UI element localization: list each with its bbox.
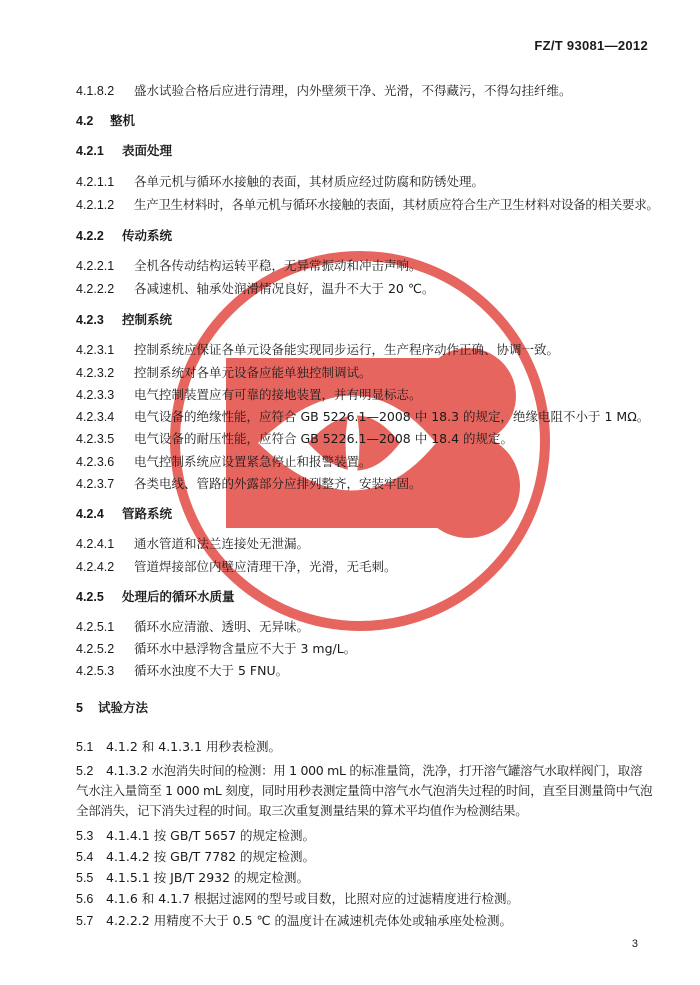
clause-4-2-4-2: 4.2.4.2 管道焊接部位内壁应清理干净，光滑，无毛刺。 — [76, 559, 397, 574]
clause-4-2-3-3: 4.2.3.3 电气控制装置应有可靠的接地装置，并有明显标志。 — [76, 387, 422, 402]
clause-5-7: 5.7 4.2.2.2 用精度不大于 0.5 ℃ 的温度计在减速机壳体处或轴承座处检测。 — [76, 913, 513, 928]
section-4-2-1: 4.2.1 表面处理 — [76, 143, 173, 158]
section-4-2-2: 4.2.2 传动系统 — [76, 228, 173, 243]
section-5: 5 试验方法 — [76, 700, 149, 715]
clause-4-2-1-1: 4.2.1.1 各单元机与循环水接触的表面，其材质应经过防腐和防锈处理。 — [76, 174, 485, 189]
section-4-2-4: 4.2.4 管路系统 — [76, 506, 173, 521]
standard-code: FZ/T 93081—2012 — [534, 38, 648, 53]
page-number: 3 — [631, 938, 638, 950]
clause-4-2-3-4: 4.2.3.4 电气设备的绝缘性能，应符合 GB 5226.1—2008 中 18.3 的规定，绝缘电阻不小于 1 MΩ。 — [76, 409, 650, 424]
clause-4-2-3-6: 4.2.3.6 电气控制系统应设置紧急停止和报警装置。 — [76, 454, 372, 469]
clause-4-2-2-2: 4.2.2.2 各减速机、轴承处润滑情况良好，温升不大于 20 ℃。 — [76, 281, 435, 296]
clause-5-1: 5.1 4.1.2 和 4.1.3.1 用秒表检测。 — [76, 739, 281, 754]
clause-4-2-2-1: 4.2.2.1 全机各传动结构运转平稳，无异常振动和冲击声响。 — [76, 258, 422, 273]
section-4-2-3: 4.2.3 控制系统 — [76, 312, 173, 327]
clause-4-2-3-1: 4.2.3.1 控制系统应保证各单元设备能实现同步运行，生产程序动作正确、协调一致。 — [76, 342, 560, 357]
clause-5-3: 5.3 4.1.4.1 按 GB/T 5657 的规定检测。 — [76, 828, 316, 843]
clause-5-5: 5.5 4.1.5.1 按 JB/T 2932 的规定检测。 — [76, 870, 310, 885]
clause-5-2: 5.2 4.1.3.2 水泡消失时间的检测：用 1 000 mL 的标准量筒，洗净，打开溶气罐溶气水取样阀门，取溶气水注入量筒至 1 000 mL 刻度，同时用秒表测定量筒中溶气水气泡消失过程的时间，直至目测量筒中气泡全部消失，记下消失过程的时间。取三次重复测量结果的算术平均值作为检测结果。 — [76, 763, 653, 818]
section-4-2: 4.2 整机 — [76, 113, 136, 128]
clause-4-2-1-2: 4.2.1.2 生产卫生材料时，各单元机与循环水接触的表面，其材质应符合生产卫生材料对设备的相关要求。 — [76, 197, 659, 212]
clause-5-6: 5.6 4.1.6 和 4.1.7 根据过滤网的型号或目数，比照对应的过滤精度进行检测。 — [76, 891, 520, 906]
clause-4-2-5-2: 4.2.5.2 循环水中悬浮物含量应不大于 3 mg/L。 — [76, 641, 357, 656]
clause-4-2-5-1: 4.2.5.1 循环水应清澈、透明、无异味。 — [76, 619, 310, 634]
clause-4-1-8-2: 4.1.8.2 盛水试验合格后应进行清理，内外壁须干净、光滑，不得藏污，不得勾挂纤维。 — [76, 83, 572, 98]
clause-5-4: 5.4 4.1.4.2 按 GB/T 7782 的规定检测。 — [76, 849, 316, 864]
clause-4-2-3-7: 4.2.3.7 各类电线、管路的外露部分应排列整齐，安装牢固。 — [76, 476, 422, 491]
clause-4-2-5-3: 4.2.5.3 循环水浊度不大于 5 FNU。 — [76, 663, 289, 678]
clause-4-2-4-1: 4.2.4.1 通水管道和法兰连接处无泄漏。 — [76, 536, 310, 551]
clause-4-2-3-2: 4.2.3.2 控制系统对各单元设备应能单独控制调试。 — [76, 365, 372, 380]
clause-4-2-3-5: 4.2.3.5 电气设备的耐压性能，应符合 GB 5226.1—2008 中 18.4 的规定。 — [76, 431, 514, 446]
section-4-2-5: 4.2.5 处理后的循环水质量 — [76, 589, 235, 604]
